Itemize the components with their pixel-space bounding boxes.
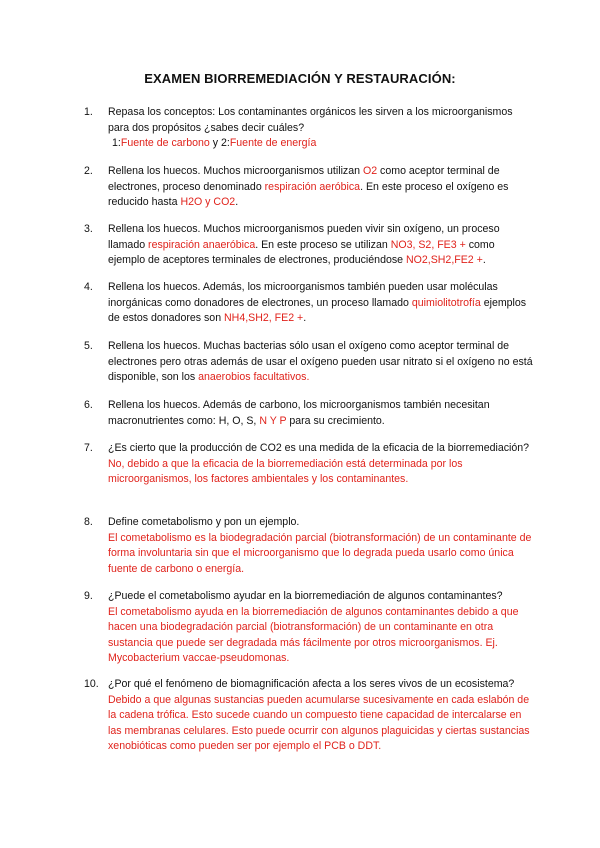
answer-blank: NO3, S2, FE3 +	[390, 238, 466, 251]
question-text: Rellena los huecos. Además de carbono, los microorganismos también necesitan macronutrientes como: H, O, S, N Y P para su crecimiento.	[108, 399, 490, 427]
question-text: ¿Es cierto que la producción de CO2 es una medida de la eficacia de la biorremediación?	[108, 442, 530, 454]
answer-blank: respiración anaeróbica	[148, 238, 256, 251]
question-text: Repasa los conceptos: Los contaminantes orgánicos les sirven a los microorganismos para dos propósitos ¿sabes decir cuáles?	[108, 106, 513, 134]
question-6	[84, 398, 534, 429]
answer-blank: NO2,SH2,FE2 +	[405, 254, 483, 266]
question-text: Rellena los huecos. Además, los microorganismos también pueden usar moléculas inorgánicas como donadores de electrones, un proceso llamado quimiolitotrofía ejemplos de estos donadores son NH4,SH2, FE2 +.	[108, 281, 527, 324]
question-number: 7.	[84, 442, 93, 454]
question-7	[84, 441, 534, 488]
answer-text: El cometabolismo ayuda en la biorremediación de algunos contaminantes debido a que hacen una biodegradación parcial (biotransformación) de un contaminante en otra sustancia que puede ser degradada más fácilmente por otros microorganismos. Ej. Mycobacterium vaccae-pseudomonas.	[108, 605, 519, 664]
answer-blank: NH4,SH2, FE2 +	[224, 312, 304, 324]
question-number: 6.	[84, 399, 93, 411]
question-3	[84, 222, 534, 269]
question-8	[84, 515, 534, 577]
answer-prefix: 1:	[112, 137, 121, 149]
question-number: 9.	[84, 590, 93, 602]
page-title: EXAMEN BIORREMEDIACIÓN Y RESTAURACIÓN:	[144, 71, 456, 86]
answer-blank: O2	[362, 165, 378, 177]
answer-blank: respiración aeróbica	[264, 180, 361, 193]
question-2	[84, 164, 534, 211]
answer-line	[108, 136, 534, 152]
question-text: Rellena los huecos. Muchos microorganismos pueden vivir sin oxígeno, un proceso llamado respiración anaeróbica. En este proceso se utilizan NO3, S2, FE3 + como ejemplo de aceptores terminales de electrones, produciéndose NO2,SH2,FE2 +.	[108, 223, 500, 266]
question-4	[84, 280, 534, 327]
question-text: Rellena los huecos. Muchas bacterias sólo usan el oxígeno como aceptor terminal de electrones pero otras además de usar el oxígeno pueden usar nitrato si el oxígeno no está disponible, son los anaerobios facultativos.	[108, 340, 533, 383]
answer-1: Fuente de carbono	[120, 137, 210, 149]
question-text: ¿Por qué el fenómeno de biomagnificación afecta a los seres vivos de un ecosistema?	[108, 678, 515, 690]
answer-blank: H2O y CO2	[180, 196, 236, 208]
answer-blank: quimiolitotrofía	[411, 296, 481, 309]
question-text: ¿Puede el cometabolismo ayudar en la biorremediación de algunos contaminantes?	[108, 590, 503, 602]
question-number: 2.	[84, 165, 93, 177]
question-number: 8.	[84, 516, 93, 528]
question-number: 1.	[84, 106, 93, 118]
answer-text: No, debido a que la eficacia de la biorremediación está determinada por los microorganismos, los factores ambientales y los contaminantes.	[108, 457, 463, 485]
question-number: 3.	[84, 223, 93, 235]
question-text: Rellena los huecos. Muchos microorganismos utilizan O2 como aceptor terminal de electrones, proceso denominado respiración aeróbica. En este proceso el oxígeno es reducido hasta H2O y CO2.	[108, 165, 509, 208]
answer-joiner: y 2:	[209, 137, 230, 149]
question-1	[84, 105, 534, 152]
answer-blank: anaerobios facultativos.	[198, 371, 310, 383]
question-number: 10.	[84, 678, 99, 690]
question-9	[84, 589, 534, 667]
answer-2: Fuente de energía	[229, 137, 317, 149]
question-number: 4.	[84, 281, 93, 293]
question-10	[84, 677, 534, 755]
question-5	[84, 339, 534, 386]
answer-blank: N Y P	[259, 414, 287, 427]
question-number: 5.	[84, 340, 93, 352]
answer-text: Debido a que algunas sustancias pueden acumularse sucesivamente en cada eslabón de la cadena trófica. Esto sucede cuando un compuesto tiene capacidad de intercalarse en las membranas celulares. Esto puede ocurrir con algunos plaguicidas y ciertas sustancias xenobióticas como pueden ser por ejemplo el PCB o DDT.	[108, 693, 530, 752]
question-text: Define cometabolismo y pon un ejemplo.	[108, 516, 300, 528]
answer-text: El cometabolismo es la biodegradación parcial (biotransformación) de un contaminante de forma involuntaria sin que el microorganismo que lo degrada pueda usarlo como única fuente de carbono o energía.	[108, 531, 532, 575]
